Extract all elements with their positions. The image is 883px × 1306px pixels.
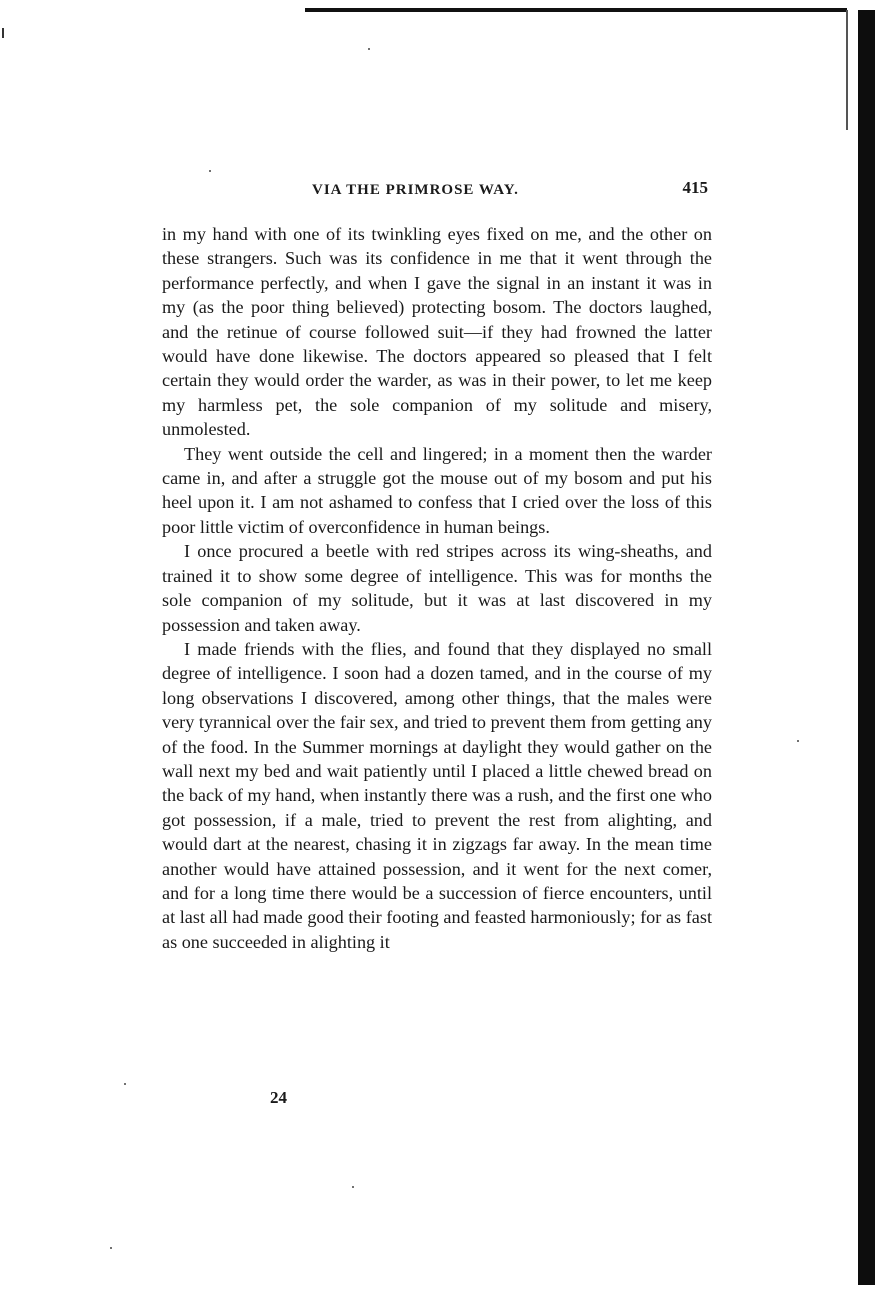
scan-speck <box>124 1083 126 1085</box>
scan-speck <box>352 1186 354 1188</box>
paragraph: I once procured a beetle with red stripes across its wing-sheaths, and trained it to show some degree of intelligence. This was for months the sole companion of my solitude, but it was at last discovered in my possession and taken away. <box>162 541 712 635</box>
scan-speck <box>110 1247 112 1249</box>
scan-speck <box>2 28 4 38</box>
paragraph: I made friends with the flies, and found that they displayed no small degree of intelligence. I soon had a dozen tamed, and in the course of my long observations I discovered, among other things, that the males were very tyrannical over the fair sex, and tried to prevent them from getting any of the food. In the Summer mornings at daylight they would gather on the wall next my bed and wait patiently until I placed a little chewed bread on the back of my hand, when instantly there was a rush, and the first one who got possession, if a male, tried to prevent the rest from alighting, and would dart at the nearest, chasing it in zigzags far away. In the mean time another would have attained possession, and it went for the next comer, and for a long time there would be a succession of fierce encounters, until at last all had made good their footing and feasted harmoniously; for as fast as one succeeded in alighting it <box>162 638 712 952</box>
body-text <box>162 222 712 954</box>
scan-speck <box>797 740 799 742</box>
scan-speck <box>209 170 211 172</box>
page-number: 415 <box>682 178 708 197</box>
scan-speck <box>368 48 370 50</box>
paragraph: They went outside the cell and lingered; in a moment then the warder came in, and after a struggle got the mouse out of my bosom and put his heel upon it. I am not ashamed to confess that I cried over the loss of this poor little victim of overconfidence in human beings. <box>162 443 712 537</box>
right-page-edge <box>858 10 875 1285</box>
signature-mark: 24 <box>270 1088 287 1107</box>
top-border-rule <box>305 8 847 12</box>
running-title: VIA THE PRIMROSE WAY. <box>312 182 519 198</box>
paragraph: in my hand with one of its twinkling eyes fixed on me, and the other on these strangers. Such was its confidence in me that it went through the performance perfectly, and when I gave the signal in an instant it was in my (as the poor thing believed) protecting bosom. The doctors laughed, and the retinue of course followed suit—if they had frowned the latter would have done likewise. The doctors appeared so pleased that I felt certain they would order the warder, as was in their power, to let me keep my harmless pet, the sole companion of my solitude and misery, unmolested. <box>162 224 712 440</box>
right-page-edge-thin <box>846 10 848 130</box>
page-header <box>162 178 710 202</box>
